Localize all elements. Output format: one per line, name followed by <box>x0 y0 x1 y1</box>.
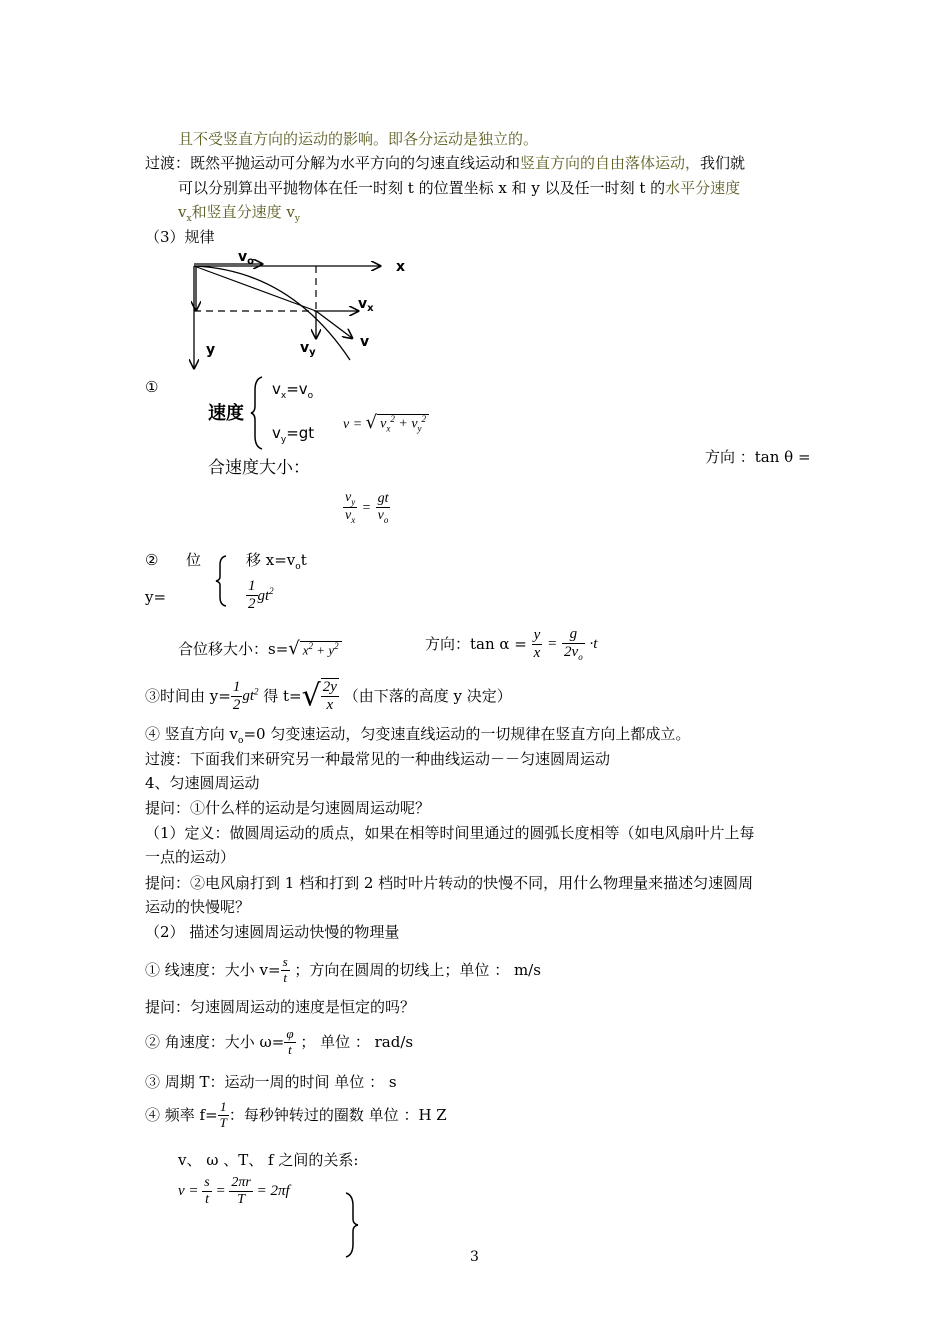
text-line-3 <box>178 181 740 196</box>
magnitude-label: 合速度大小： <box>208 458 310 478</box>
definition-line-2: 一点的运动） <box>145 848 236 866</box>
tan-theta-formula: $\frac{v_y}{v_x}$ = $\frac{gt}{v_o}$ <box>345 490 389 525</box>
text-transition-c: 我们就 <box>700 154 746 172</box>
vy-label: $v_y$ <box>300 340 316 358</box>
relation-heading: v、 ω 、T、 f 之间的关系: <box>178 1151 359 1169</box>
velocity-brace <box>250 376 264 450</box>
velocity-marker: ① <box>145 378 159 396</box>
question-1: 提问：①什么样的运动是匀速圆周运动呢？ <box>145 799 431 817</box>
displacement-magnitude: 合位移大小：s=√ $x^2 + y^2$ <box>178 640 342 658</box>
displacement-marker: ② <box>145 551 159 569</box>
linear-velocity: ① 线速度：大小 v= $\frac{s}{t}$ ；方向在圆周的切线上；单位 ： m/s <box>145 954 541 985</box>
x-displacement: 移 $x=v_ot$ <box>246 551 307 572</box>
text-line-2 <box>145 156 745 171</box>
direction-label: 方向 ：tan θ = <box>705 448 811 466</box>
vy-text: 和竖直分速度 v <box>191 203 295 221</box>
section-heading-4: 4、匀速圆周运动 <box>145 774 260 792</box>
vx-equation: $v_x=v_o$ <box>272 380 314 401</box>
vertical-direction-note: ④ 竖直方向 $v_o=0$ 匀变速运动，匀变速直线运动的一切规律在竖直方向上都成立。 <box>145 725 691 746</box>
displacement-line <box>194 266 316 311</box>
vx-label: $v_x$ <box>358 296 374 314</box>
v-label: v <box>360 334 370 350</box>
time-formula: ③时间由 y= $\frac{1}{2}$ $gt^2$ 得 t=√ $\frac{2y}{x}$ （由下落的高度 y 决定） <box>145 678 512 714</box>
definition-line-1: （1）定义：做圆周运动的质点，如果在相等时间里通过的圆弧长度相等（如电风扇叶片上每 <box>145 824 755 842</box>
displacement-direction: 方向：tan α = $\frac{y}{x}$ = $\frac{g}{2v_o}$ ·t <box>425 626 598 663</box>
text-transition-b: 竖直方向的自由落体运动， <box>520 154 701 172</box>
text-line-1: 且不受竖直方向的运动的影响。即各分运动是独立的。 <box>178 130 539 148</box>
displacement-wei: 位 <box>186 551 202 569</box>
angular-velocity: ② 角速度：大小 ω= $\frac{\varphi}{t}$ ； 单位 ： rad/s <box>145 1026 414 1057</box>
v-magnitude-formula: v = √ $v_x^2 + v_y^2$ <box>343 414 429 434</box>
page-number: 3 <box>470 1249 479 1265</box>
question-3: 提问：匀速圆周运动的速度是恒定的吗？ <box>145 998 416 1016</box>
text-line-4 <box>178 205 300 224</box>
vx-sym: v <box>178 203 187 221</box>
vy-sub: y <box>294 214 300 224</box>
frequency: ④ 频率 f= $\frac{1}{T}$ ：每秒钟转过的圈数 单位 ：H Z <box>145 1099 447 1130</box>
v0-label: $v_o$ <box>238 250 255 267</box>
question-2a: 提问：②电风扇打到 1 档和打到 2 档时叶片转动的快慢不同，用什么物理量来描述匀速圆周 <box>145 874 754 892</box>
y-displacement: $\frac{1}{2}$ $gt^2$ <box>248 578 274 613</box>
text-line-3b: 水平分速度 <box>665 179 741 197</box>
vy-equation: $v_y=gt$ <box>272 424 315 445</box>
rule-heading: （3）规律 <box>145 228 215 246</box>
question-2b: 运动的快慢呢？ <box>145 898 251 916</box>
vx-sub: x <box>186 214 192 224</box>
x-label: x <box>396 259 406 275</box>
relation-brace <box>344 1192 360 1258</box>
velocity-title: 速度 <box>208 403 244 424</box>
transition-circular: 过渡：下面我们来研究另一种最常见的一种曲线运动－－匀速圆周运动 <box>145 750 611 768</box>
displacement-brace <box>214 555 228 607</box>
projectile-diagram <box>180 250 420 375</box>
text-transition-a: 过渡：既然平抛运动可分解为水平方向的匀速直线运动和 <box>145 154 521 172</box>
subsection-2: （2） 描述匀速圆周运动快慢的物理量 <box>145 923 400 941</box>
period: ③ 周期 T：运动一周的时间 单位 ： s <box>145 1073 397 1091</box>
y-label: y <box>206 342 216 358</box>
trajectory-curve <box>194 266 350 360</box>
text-line-3a: 可以分别算出平抛物体在任一时刻 t 的位置坐标 x 和 y 以及任一时刻 t 的 <box>178 179 666 197</box>
relation-formula: v = $\frac{s}{t}$ = $\frac{2\pi r}{T}$ = 2πf <box>178 1175 290 1208</box>
y-equals: y= <box>145 588 167 606</box>
